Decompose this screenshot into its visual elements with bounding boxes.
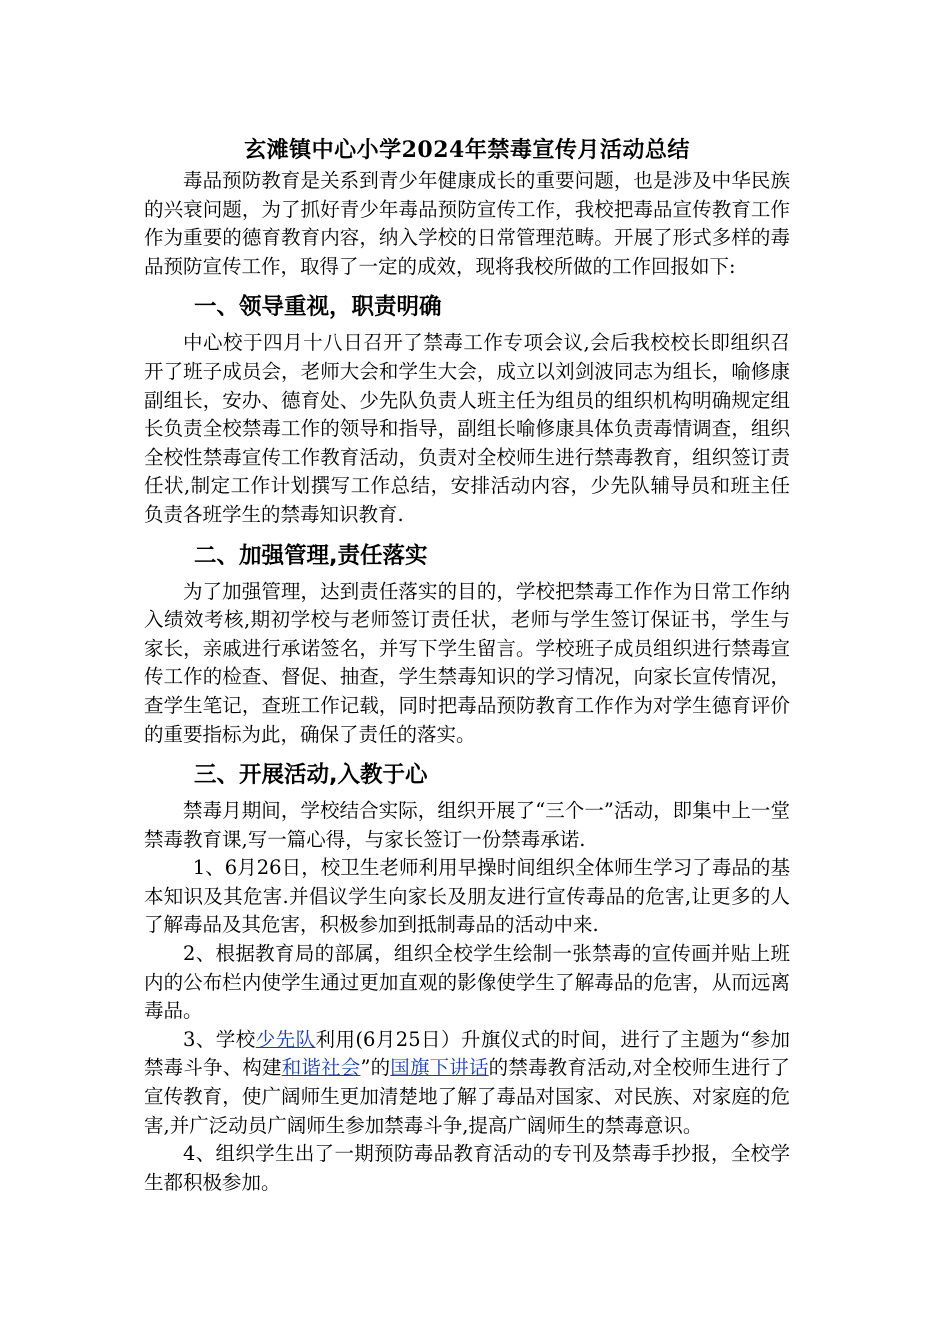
document-title: 玄滩镇中心小学2024年禁毒宣传月活动总结 [244, 137, 690, 163]
list-item-1: 1、6月26日，校卫生老师利用早操时间组织全体师生学习了毒品的基本知识及其危害.并倡议学生向家长及朋友进行宣传毒品的危害,让更多的人了解毒品及其危害，积极参加到抵制毒品的活动中来. [144, 856, 790, 937]
list-item-3-text-a: 3、学校 [183, 1027, 256, 1051]
link-flag-speech[interactable]: 国旗下讲话 [390, 1056, 489, 1080]
link-harmonious-society[interactable]: 和谐社会 [281, 1056, 361, 1080]
section-2-heading: 二、加强管理,责任落实 [194, 542, 428, 569]
link-young-pioneers[interactable]: 少先队 [255, 1027, 316, 1051]
list-item-3-text-b: 利用(6月25日）升旗仪式的时间，进行了主题为“参加禁毒斗争、构建 [144, 1027, 790, 1080]
list-item-3-text-d: 的禁毒教育活动,对全校师生进行了宣传教育，使广阔师生更加清楚地了解了毒品对国家、对民族、对家庭的危害,并广泛动员广阔师生参加禁毒斗争,提高广阔师生的禁毒意识。 [144, 1056, 790, 1137]
list-item-3-text-c: ”的 [360, 1056, 391, 1080]
intro-paragraph: 毒品预防教育是关系到青少年健康成长的重要问题，也是涉及中华民族的兴衰问题，为了抓好青少年毒品预防宣传工作，我校把毒品宣传教育工作作为重要的德育教育内容，纳入学校的日常管理范畴。开展了形式多样的毒品预防宣传工作，取得了一定的成效，现将我校所做的工作回报如下: [144, 169, 790, 278]
list-item-3 [144, 1026, 790, 1140]
section-3-heading: 三、开展活动,入教于心 [194, 762, 428, 789]
section-1-paragraph: 中心校于四月十八日召开了禁毒工作专项会议,会后我校校长即组织召开了班子成员会，老师大会和学生大会，成立以刘剑波同志为组长，喻修康副组长，安办、德育处、少先队负责人班主任为组员的组织机构明确规定组长负责全校禁毒工作的领导和指导，副组长喻修康具体负责毒情调查，组织全校性禁毒宣传工作教育活动，负责对全校师生进行禁毒教育，组织签订责任状,制定工作计划撰写工作总结，安排活动内容，少先队辅导员和班主任负责各班学生的禁毒知识教育. [144, 331, 790, 526]
section-3-paragraph: 禁毒月期间，学校结合实际，组织开展了“三个一”活动，即集中上一堂禁毒教育课,写一篇心得，与家长签订一份禁毒承诺. [144, 799, 790, 851]
section-1-heading: 一、领导重视，职责明确 [194, 294, 442, 321]
list-item-2: 2、根据教育局的部属，组织全校学生绘制一张禁毒的宣传画并贴上班内的公布栏内使学生通过更加直观的影像使学生了解毒品的危害，从而远离毒品。 [144, 942, 790, 1023]
list-item-4: 4、组织学生出了一期预防毒品教育活动的专刊及禁毒手抄报，全校学生都积极参加。 [144, 1142, 790, 1194]
section-2-paragraph: 为了加强管理，达到责任落实的目的，学校把禁毒工作作为日常工作纳入绩效考核,期初学校与老师签订责任状，老师与学生签订保证书，学生与家长，亲戚进行承诺签名，并写下学生留言。学校班子成员组织进行禁毒宣传工作的检查、督促、抽查，学生禁毒知识的学习情况，向家长宣传情况，查学生笔记，查班工作记载，同时把毒品预防教育工作作为对学生德育评价的重要指标为此，确保了责任的落实。 [144, 579, 790, 746]
